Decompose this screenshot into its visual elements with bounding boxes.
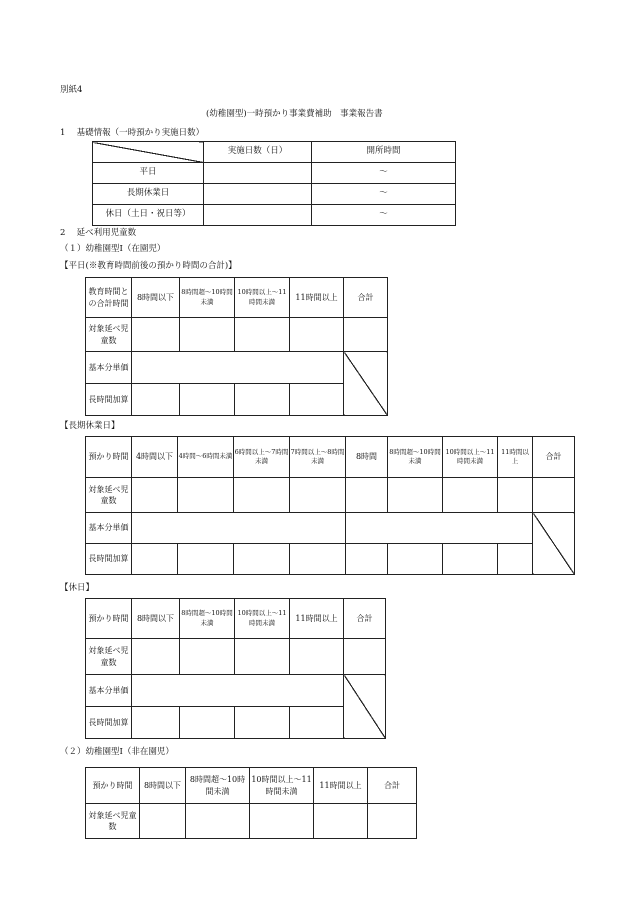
basic-info-table <box>92 141 456 226</box>
data-cell[interactable] <box>443 544 498 575</box>
hours-cell[interactable]: ～ <box>312 163 456 184</box>
row-label: 対象延べ児童数 <box>86 804 140 839</box>
header-cell: 4時間～6時間未満 <box>178 437 234 478</box>
holiday-label: 【休日】 <box>60 583 95 593</box>
weekday-label: 【平日(※教育時間前後の預かり時間の合計)】 <box>60 261 237 271</box>
data-cell[interactable] <box>290 384 344 416</box>
header-cell: 7時間以上～8時間未満 <box>290 437 346 478</box>
days-input-cell[interactable] <box>204 184 312 205</box>
row-label: 対象延べ児童数 <box>86 639 132 675</box>
weekday-table <box>85 277 388 416</box>
data-cell[interactable] <box>178 544 234 575</box>
data-cell[interactable] <box>346 544 388 575</box>
data-cell[interactable] <box>235 707 290 739</box>
row-label: 休日（土日・祝日等） <box>93 205 204 226</box>
col-days-header: 実施日数（日） <box>204 142 312 163</box>
data-cell[interactable] <box>290 318 344 352</box>
header-cell: 8時間以下 <box>140 768 186 804</box>
data-cell[interactable] <box>132 544 178 575</box>
header-cell: 預かり時間 <box>86 768 140 804</box>
data-cell[interactable] <box>140 804 186 839</box>
data-cell[interactable] <box>234 478 290 513</box>
data-cell[interactable] <box>132 318 180 352</box>
data-cell[interactable] <box>180 639 235 675</box>
col-hours-header: 開所時間 <box>312 142 456 163</box>
row-label: 対象延べ児童数 <box>86 318 132 352</box>
subsection2-heading: （２）幼稚園型Ⅰ（非在園児） <box>60 747 174 757</box>
row-label: 長時間加算 <box>86 707 132 739</box>
data-cell[interactable] <box>180 707 235 739</box>
row-label: 基本分単価 <box>86 513 132 544</box>
data-cell[interactable] <box>180 384 235 416</box>
subsection1-heading: （１）幼稚園型Ⅰ（在園児） <box>60 244 166 254</box>
data-cell[interactable] <box>368 804 417 839</box>
data-cell[interactable] <box>388 478 443 513</box>
data-cell[interactable] <box>180 318 235 352</box>
header-cell: 10時間以上～11時間未満 <box>250 768 314 804</box>
header-cell: 8時間超～10時間未満 <box>180 278 235 318</box>
hours-cell[interactable]: ～ <box>312 205 456 226</box>
data-cell[interactable] <box>235 318 290 352</box>
header-cell: 10時間以上～11時間未満 <box>235 599 290 639</box>
data-cell[interactable] <box>250 804 314 839</box>
document-title: (幼稚園型)一時預かり事業費補助 事業報告書 <box>206 109 383 119</box>
data-cell[interactable] <box>498 544 533 575</box>
header-cell: 8時間 <box>346 437 388 478</box>
data-cell[interactable] <box>132 675 344 707</box>
diagonal-cell <box>344 675 386 739</box>
header-cell: 8時間超～10時間未満 <box>186 768 250 804</box>
data-cell[interactable] <box>178 478 234 513</box>
header-cell: 合計 <box>533 437 575 478</box>
data-cell[interactable] <box>235 384 290 416</box>
row-label: 長期休業日 <box>93 184 204 205</box>
data-cell[interactable] <box>235 639 290 675</box>
row-label: 対象延べ児童数 <box>86 478 132 513</box>
data-cell[interactable] <box>132 639 180 675</box>
data-cell[interactable] <box>234 544 290 575</box>
hours-cell[interactable]: ～ <box>312 184 456 205</box>
header-cell: 10時間以上～11時間未満 <box>235 278 290 318</box>
diagonal-cell <box>344 352 388 416</box>
data-cell[interactable] <box>290 639 344 675</box>
data-cell[interactable] <box>132 513 346 544</box>
row-label: 長時間加算 <box>86 384 132 416</box>
row-label: 基本分単価 <box>86 675 132 707</box>
header-cell: 8時間以下 <box>132 278 180 318</box>
attachment-number: 別紙4 <box>60 85 83 95</box>
data-cell[interactable] <box>290 478 346 513</box>
longbreak-table <box>85 436 575 575</box>
data-cell[interactable] <box>314 804 368 839</box>
header-cell: 8時間超～10時間未満 <box>180 599 235 639</box>
corner-cell <box>93 142 204 163</box>
header-cell: 合計 <box>344 599 386 639</box>
data-cell[interactable] <box>132 352 344 384</box>
data-cell[interactable] <box>346 478 388 513</box>
data-cell[interactable] <box>132 478 178 513</box>
header-cell: 11時間以上 <box>290 599 344 639</box>
days-input-cell[interactable] <box>204 205 312 226</box>
header-cell: 預かり時間 <box>86 437 132 478</box>
data-cell[interactable] <box>388 544 443 575</box>
row-label: 平日 <box>93 163 204 184</box>
header-cell: 合計 <box>368 768 417 804</box>
data-cell[interactable] <box>533 478 575 513</box>
header-cell: 合計 <box>344 278 388 318</box>
section1-heading: 1 基礎情報（一時預かり実施日数） <box>60 128 205 138</box>
holiday-table <box>85 598 386 739</box>
header-cell: 預かり時間 <box>86 599 132 639</box>
data-cell[interactable] <box>132 384 180 416</box>
header-cell: 11時間以上 <box>290 278 344 318</box>
data-cell[interactable] <box>498 478 533 513</box>
data-cell[interactable] <box>344 639 386 675</box>
data-cell[interactable] <box>443 478 498 513</box>
header-cell: 教育時間との合計時間 <box>86 278 132 318</box>
data-cell[interactable] <box>344 318 388 352</box>
section2-heading: 2 延べ利用児童数 <box>60 228 137 238</box>
diagonal-cell <box>533 513 575 575</box>
nonenrolled-table <box>85 767 417 839</box>
data-cell[interactable] <box>290 544 346 575</box>
data-cell[interactable] <box>132 707 180 739</box>
header-cell: 4時間以下 <box>132 437 178 478</box>
days-input-cell[interactable] <box>204 163 312 184</box>
header-cell: 11時間以上 <box>498 437 533 478</box>
row-label: 基本分単価 <box>86 352 132 384</box>
header-cell: 8時間以下 <box>132 599 180 639</box>
longbreak-label: 【長期休業日】 <box>60 421 120 431</box>
header-cell: 8時間超～10時間未満 <box>388 437 443 478</box>
row-label: 長時間加算 <box>86 544 132 575</box>
data-cell[interactable] <box>186 804 250 839</box>
header-cell: 6時間以上～7時間未満 <box>234 437 290 478</box>
data-cell[interactable] <box>346 513 533 544</box>
data-cell[interactable] <box>290 707 344 739</box>
header-cell: 11時間以上 <box>314 768 368 804</box>
header-cell: 10時間以上～11時間未満 <box>443 437 498 478</box>
